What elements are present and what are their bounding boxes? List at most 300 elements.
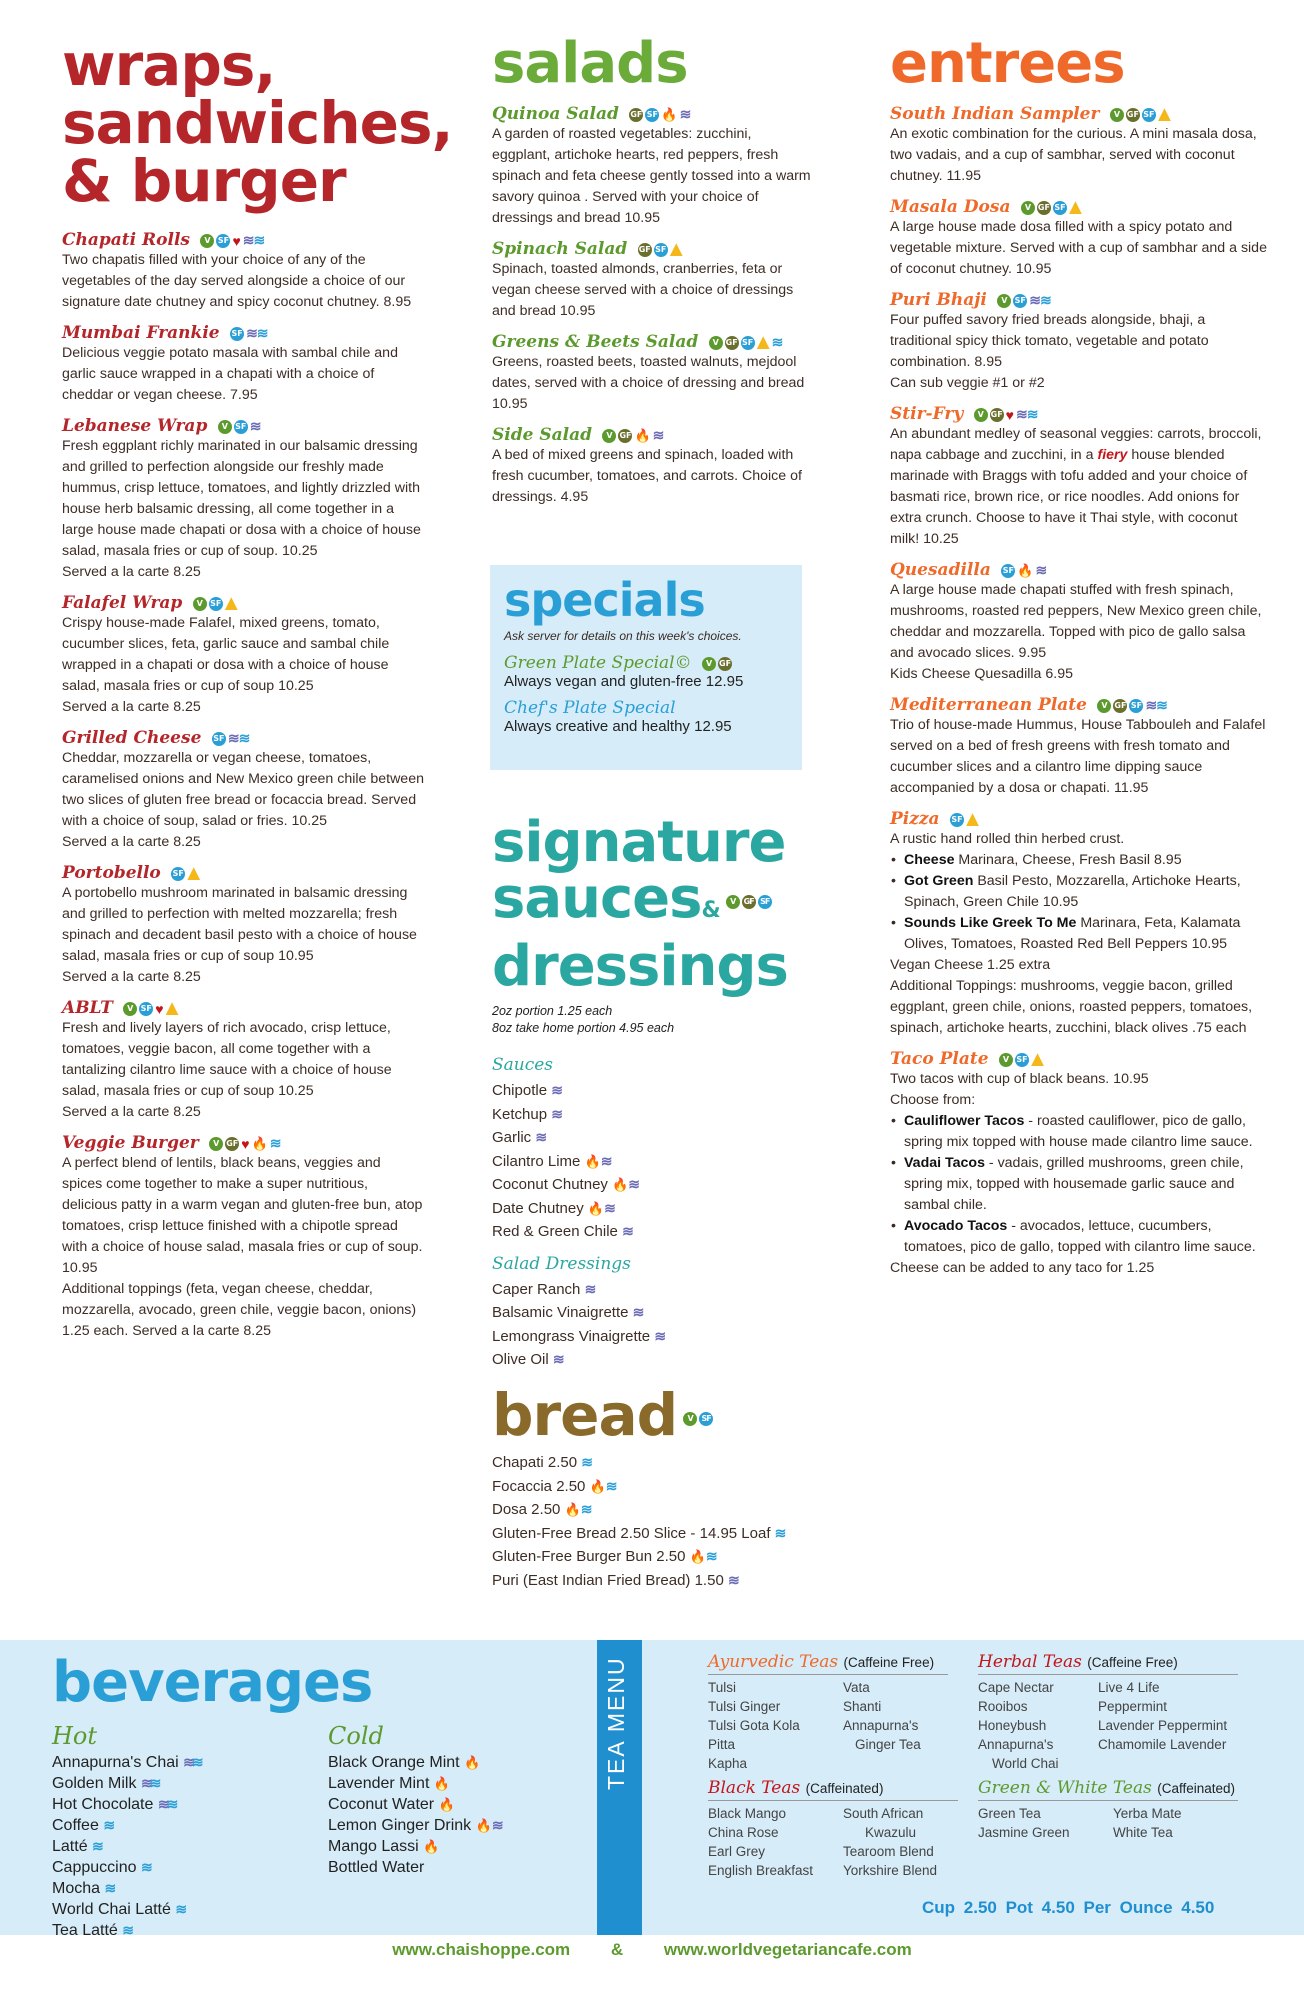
tea-item[interactable]: Cape Nectar <box>978 1680 1054 1695</box>
ayurvedic-teas <box>708 1652 948 1773</box>
soy-free-icon: SF <box>950 813 964 827</box>
drink-item[interactable] <box>328 1752 501 1773</box>
tea-item[interactable]: Annapurna's <box>843 1718 919 1733</box>
ayurvedic-icon: ≋ <box>1145 697 1155 714</box>
gluten-free-icon: GF <box>990 408 1004 422</box>
item-name: Grilled Cheese <box>62 728 202 748</box>
spicy-icon: 🔥 <box>475 1818 492 1833</box>
item-extra: Choose from: <box>890 1092 976 1108</box>
item-name: Stir-Fry <box>890 404 964 424</box>
diet-icons <box>209 1135 278 1152</box>
item-description: A perfect blend of lentils, black beans, veggies and spices come together to make a super nutritious, delicious patty in a warm vegan and gluten-free bun, atop tomatoes, crisp lettuce finished with a chipotle spread with a choice of house salad, masala fries or cup of soup. 10.95 <box>62 1155 423 1276</box>
item-name: Side Salad <box>492 425 593 445</box>
list-item-label: Puri (East Indian Fried Bread) 1.50 <box>492 1571 724 1589</box>
wave-icon: ≋ <box>580 1501 590 1517</box>
heart-icon: ♥ <box>1005 406 1014 423</box>
taco-option[interactable] <box>904 1153 1270 1216</box>
menu-item-lebanese-wrap[interactable] <box>62 416 424 583</box>
tea-item[interactable]: Rooibos <box>978 1699 1028 1714</box>
dressings-subheading: Salad Dressings <box>492 1253 631 1274</box>
tea-item[interactable]: Peppermint <box>1098 1699 1168 1714</box>
ayurvedic-icon: ≋ <box>1035 562 1045 579</box>
spicy-icon: 🔥 <box>464 1755 481 1770</box>
menu-item-portobello[interactable] <box>62 863 424 988</box>
tea-item[interactable]: Earl Grey <box>708 1844 766 1859</box>
list-item[interactable] <box>492 1475 832 1499</box>
ayurvedic-icon: ≋ <box>654 1327 664 1344</box>
wave-icon: ≋ <box>771 334 781 351</box>
item-extra: Served a la carte 8.25 <box>62 834 201 850</box>
menu-item-taco-plate[interactable] <box>890 1049 1270 1279</box>
tea-item <box>843 1754 963 1773</box>
nut-icon <box>757 336 770 349</box>
nut-icon <box>966 813 979 826</box>
item-description: Four puffed savory fried breads alongside, bhaji, a traditional spicy thick tomato, vegetable and potato combination. 8.95 <box>890 312 1209 370</box>
soy-free-icon: SF <box>1013 294 1027 308</box>
drink-label: World Chai Latté <box>52 1901 171 1918</box>
tea-item[interactable]: Honeybush <box>978 1718 1047 1733</box>
option-name: Vadai Tacos <box>904 1155 985 1171</box>
drink-label: Latté <box>52 1838 88 1855</box>
gluten-free-icon: GF <box>725 336 739 350</box>
item-description: An exotic combination for the curious. A mini masala dosa, two vadais, and a cup of sambhar, served with coconut chutney. 11.95 <box>890 126 1257 184</box>
sauces-title-line1: signature <box>492 810 786 875</box>
gluten-free-icon: GF <box>1126 108 1140 122</box>
nut-icon <box>1069 201 1082 214</box>
item-description <box>890 424 1270 550</box>
menu-item-grilled-cheese[interactable] <box>62 728 424 853</box>
spicy-icon: 🔥 <box>634 427 651 443</box>
drink-label: Coconut Water <box>328 1796 435 1813</box>
vegan-icon: V <box>200 234 214 248</box>
specials-title: specials <box>504 573 705 627</box>
menu-item-side-salad[interactable] <box>492 425 812 508</box>
item-extra: Served a la carte 8.25 <box>62 1104 201 1120</box>
list-item-label: Gluten-Free Bread 2.50 Slice - 14.95 Loaf <box>492 1524 771 1542</box>
soy-free-icon: SF <box>1015 1053 1029 1067</box>
menu-item-spinach-salad[interactable] <box>492 239 812 322</box>
menu-item-greens-beets-salad[interactable] <box>492 332 812 415</box>
menu-item-pizza[interactable] <box>890 809 1270 1039</box>
drink-item[interactable] <box>328 1794 501 1815</box>
tea-item[interactable]: Kapha <box>708 1756 748 1771</box>
list-item-label: Balsamic Vinaigrette <box>492 1304 629 1321</box>
drink-item[interactable] <box>52 1794 201 1815</box>
pizza-option[interactable] <box>904 913 1270 955</box>
ayurvedic-icon: ≋ <box>1029 292 1039 309</box>
tea-item[interactable]: Vata <box>843 1680 870 1695</box>
menu-item-mediterranean-plate[interactable] <box>890 695 1270 799</box>
nut-icon <box>225 597 238 610</box>
ayurvedic-icon: ≋ <box>652 427 662 444</box>
item-name: Lebanese Wrap <box>62 416 208 436</box>
tea-item[interactable]: Pitta <box>708 1737 736 1752</box>
taco-option[interactable] <box>904 1216 1270 1258</box>
diet-icons <box>123 1002 178 1016</box>
drink-label: Coffee <box>52 1817 99 1834</box>
item-name: Greens & Beets Salad <box>492 332 699 352</box>
vegan-icon: V <box>1097 699 1111 713</box>
item-extra: Served a la carte 8.25 <box>62 699 201 715</box>
list-item[interactable] <box>492 1278 822 1302</box>
wave-icon: ≋ <box>149 1775 159 1791</box>
stir-desc-b: house blended marinade with Braggs with tofu added and your choice of basmati rice, brown rice, or rice noodles. Add onions for extra crunch. Choose to have it Thai style, with coconut milk! 10.25 <box>890 447 1248 547</box>
item-description: Greens, roasted beets, toasted walnuts, mejdool dates, served with a choice of dressing and bread 10.95 <box>492 354 805 412</box>
black-heading <box>708 1778 958 1801</box>
option-detail: Basil Pesto, Mozzarella, Artichoke Hearts, Spinach, Green Chile 10.95 <box>904 873 1241 910</box>
footer-ampersand: & <box>610 1940 624 1959</box>
list-item[interactable] <box>492 1150 822 1174</box>
ayurvedic-icon: ≋ <box>584 1280 594 1297</box>
beverages-section <box>0 1640 1304 1939</box>
list-item-label: Lemongrass Vinaigrette <box>492 1327 651 1345</box>
menu-item-quesadilla[interactable] <box>890 560 1270 685</box>
tea-grid <box>978 1804 1238 1842</box>
soy-free-icon: SF <box>230 327 244 341</box>
vegan-icon: V <box>726 895 740 909</box>
cold-heading: Cold <box>328 1722 384 1750</box>
spicy-icon: 🔥 <box>564 1502 581 1517</box>
soy-free-icon: SF <box>741 336 755 350</box>
option-detail: Marinara, Cheese, Fresh Basil 8.95 <box>954 852 1182 868</box>
vegan-icon: V <box>974 408 988 422</box>
list-item-label: Gluten-Free Burger Bun 2.50 <box>492 1548 686 1565</box>
ayurvedic-icon: ≋ <box>727 1571 737 1588</box>
tea-heading-text: Ayurvedic Teas <box>708 1652 839 1672</box>
option-detail: Marinara, Feta, Kalamata Olives, Tomatoes, Roasted Red Bell Peppers 10.95 <box>904 915 1241 952</box>
menu-item-puri-bhaji[interactable] <box>890 290 1270 394</box>
tea-heading-sub: (Caffeinated) <box>1157 1781 1236 1796</box>
item-description: Cheddar, mozzarella or vegan cheese, tomatoes, caramelised onions and New Mexico green chile between two slices of gluten free bread or focaccia bread. Served with a choice of soup, salad or fries. 10.25 <box>62 750 424 829</box>
item-description: Crispy house-made Falafel, mixed greens, tomato, cucumber slices, feta, garlic sauce and sambal chile wrapped in a chapati or dosa with a choice of house salad, masala fries or cup of soup 10.25 <box>62 615 390 694</box>
salads-title: salads <box>492 31 688 96</box>
list-item-label: Ketchup <box>492 1105 548 1123</box>
soy-free-icon: SF <box>1001 564 1015 578</box>
wraps-title-line3: & burger <box>62 147 346 215</box>
option-name: Avocado Tacos <box>904 1218 1008 1234</box>
drink-item[interactable] <box>52 1815 201 1836</box>
soy-free-icon: SF <box>654 243 668 257</box>
wave-icon: ≋ <box>581 1454 590 1470</box>
wave-icon: ≋ <box>1156 697 1165 714</box>
tea-item[interactable]: Tearoom Blend <box>843 1844 934 1859</box>
list-item[interactable] <box>492 1103 822 1127</box>
gluten-free-icon: GF <box>618 429 632 443</box>
pizza-option[interactable] <box>904 850 1270 871</box>
drink-item[interactable] <box>52 1878 201 1899</box>
tea-item[interactable]: Yorkshire Blend <box>843 1863 938 1878</box>
dressings-list <box>492 1278 822 1372</box>
tea-item <box>1098 1754 1238 1773</box>
list-item-label: Garlic <box>492 1129 532 1146</box>
wraps-title-line1: wraps, <box>62 31 276 99</box>
tea-item[interactable]: Live 4 Life <box>1098 1680 1160 1695</box>
list-item[interactable] <box>492 1126 822 1150</box>
nut-icon <box>1158 108 1171 121</box>
drink-label: Golden Milk <box>52 1775 137 1792</box>
wave-icon: ≋ <box>256 325 266 342</box>
gluten-free-icon: GF <box>1113 699 1127 713</box>
item-description: A large house made chapati stuffed with fresh spinach, mushrooms, roasted red peppers, New Mexico green chile, cheddar and mozzarella. Topped with pico de gallo salsa and avocado slices. 9.95 <box>890 582 1262 661</box>
specials-box <box>490 565 802 770</box>
item-name: Quinoa Salad <box>492 104 619 124</box>
wave-icon: ≋ <box>269 1135 279 1152</box>
tea-item[interactable]: Black Mango <box>708 1806 787 1821</box>
drink-label: Black Orange Mint <box>328 1754 460 1771</box>
item-extra: Vegan Cheese 1.25 extra <box>890 957 1051 973</box>
herbal-teas <box>978 1652 1238 1773</box>
wave-icon: ≋ <box>774 1524 784 1541</box>
tea-item[interactable]: English Breakfast <box>708 1863 814 1878</box>
spicy-icon: 🔥 <box>661 106 678 122</box>
nut-icon <box>166 1002 179 1015</box>
spicy-icon: 🔥 <box>589 1478 606 1494</box>
nut-icon <box>1031 1053 1044 1066</box>
soy-free-icon: SF <box>1053 201 1067 215</box>
item-name: Falafel Wrap <box>62 593 183 613</box>
chefs-plate-special[interactable] <box>504 698 788 735</box>
beverages-title: beverages <box>52 1650 373 1715</box>
list-item-label: Cilantro Lime <box>492 1152 581 1170</box>
entrees-title: entrees <box>890 31 1125 96</box>
chaishoppe-link[interactable]: www.chaishoppe.com <box>392 1940 571 1959</box>
list-item[interactable] <box>492 1173 822 1197</box>
ayurvedic-icon: ≋ <box>551 1082 560 1098</box>
item-name: Masala Dosa <box>890 197 1011 217</box>
sauces-list <box>492 1079 822 1244</box>
tea-item[interactable]: Chamomile Lavender <box>1098 1737 1227 1752</box>
tea-item[interactable]: Kwazulu <box>865 1825 917 1840</box>
ayurvedic-icon: ≋ <box>551 1105 560 1122</box>
item-name: Quesadilla <box>890 560 991 580</box>
diet-icons <box>193 597 238 611</box>
drink-item[interactable] <box>52 1920 201 1941</box>
drink-item[interactable] <box>328 1857 501 1878</box>
drink-item[interactable] <box>328 1773 501 1794</box>
list-item[interactable] <box>492 1197 822 1221</box>
tea-item[interactable]: Tulsi Gota Kola <box>708 1718 800 1733</box>
gluten-free-icon: GF <box>225 1137 239 1151</box>
drink-item[interactable] <box>52 1899 201 1920</box>
ayurvedic-icon: ≋ <box>679 106 689 123</box>
diet-icons <box>200 232 262 249</box>
tea-item[interactable]: World Chai <box>992 1756 1059 1771</box>
tea-grid <box>978 1678 1238 1773</box>
item-name: Taco Plate <box>890 1049 989 1069</box>
ayurvedic-icon: ≋ <box>242 232 252 249</box>
menu-item-stir-fry[interactable] <box>890 404 1270 550</box>
option-name: Sounds Like Greek To Me <box>904 915 1077 931</box>
item-description: Two tacos with cup of black beans. 10.95 <box>890 1071 1149 1087</box>
list-item-label: Focaccia 2.50 <box>492 1477 586 1495</box>
tea-item[interactable]: China Rose <box>708 1825 779 1840</box>
tea-item[interactable]: Tulsi <box>708 1680 737 1695</box>
menu-item-masala-dosa[interactable] <box>890 197 1270 280</box>
list-item[interactable] <box>492 1325 822 1349</box>
stir-desc-a: An abundant medley of seasonal veggies: carrots, broccoli, napa cabbage and zucchini, in a <box>890 426 1262 463</box>
wave-icon: ≋ <box>104 1880 114 1896</box>
herbal-heading <box>978 1652 1238 1675</box>
list-item-label: Caper Ranch <box>492 1280 581 1298</box>
bread-title-text: bread <box>492 1381 678 1449</box>
item-description: A garden of roasted vegetables: zucchini, eggplant, artichoke hearts, red peppers, fresh spinach and feta cheese gently tossed into a warm savory quinoa . Served with your choice of dressings and bread 10.95 <box>492 126 811 226</box>
menu-item-chapati-rolls[interactable] <box>62 230 424 313</box>
nut-icon <box>187 867 200 880</box>
sauces-title-line2: sauces <box>492 866 702 931</box>
spicy-icon: 🔥 <box>584 1153 601 1169</box>
ayurvedic-icon: ≋ <box>227 730 237 747</box>
list-item[interactable] <box>492 1079 822 1103</box>
wave-icon: ≋ <box>140 1859 150 1875</box>
ayurvedic-icon: ≋ <box>622 1223 631 1239</box>
vegan-icon: V <box>999 1053 1013 1067</box>
nut-icon <box>670 243 683 256</box>
special-name: Green Plate Special© <box>504 653 692 673</box>
tea-item[interactable]: Tulsi Ginger <box>708 1699 781 1714</box>
diet-icons <box>212 730 247 747</box>
list-item[interactable] <box>492 1220 822 1244</box>
wave-icon: ≋ <box>605 1477 615 1494</box>
ayurvedic-icon: ≋ <box>140 1775 150 1791</box>
soy-free-icon: SF <box>216 234 230 248</box>
list-item[interactable] <box>492 1498 832 1522</box>
soy-free-icon: SF <box>1129 699 1143 713</box>
list-item-label: Dosa 2.50 <box>492 1501 561 1518</box>
gluten-free-icon: GF <box>718 657 732 671</box>
diet-icons <box>1001 562 1044 579</box>
spicy-icon: 🔥 <box>251 1135 268 1151</box>
tea-item[interactable]: Annapurna's <box>978 1737 1054 1752</box>
vegan-icon: V <box>123 1002 137 1016</box>
drink-label: Bottled Water <box>328 1859 425 1876</box>
hot-heading: Hot <box>52 1722 98 1750</box>
green-plate-special[interactable] <box>504 653 788 690</box>
wave-icon: ≋ <box>238 730 248 747</box>
menu-item-veggie-burger[interactable] <box>62 1133 424 1342</box>
list-item[interactable] <box>492 1569 832 1593</box>
diet-icons <box>602 427 661 444</box>
drink-item[interactable] <box>328 1815 501 1836</box>
tea-item[interactable]: Lavender Peppermint <box>1098 1718 1228 1733</box>
list-item[interactable] <box>492 1451 832 1475</box>
signature-sauces-section <box>492 810 822 1372</box>
specials-note: Ask server for details on this week's choices. <box>504 629 742 643</box>
item-name: South Indian Sampler <box>890 104 1100 124</box>
tea-grid <box>708 1804 958 1880</box>
taco-option[interactable] <box>904 1111 1270 1153</box>
gluten-free-icon: GF <box>742 895 756 909</box>
list-item-label: Olive Oil <box>492 1351 549 1368</box>
wraps-title-line2: sandwiches, <box>62 89 453 157</box>
tea-item[interactable]: South African <box>843 1806 924 1821</box>
green-white-heading <box>978 1778 1238 1801</box>
drink-label: Lemon Ginger Drink <box>328 1817 472 1834</box>
item-name: Veggie Burger <box>62 1133 199 1153</box>
soy-free-icon: SF <box>212 732 226 746</box>
soy-free-icon: SF <box>645 108 659 122</box>
wave-icon: ≋ <box>1040 292 1049 309</box>
drink-label: Cappuccino <box>52 1859 137 1876</box>
tea-heading-text: Green & White Teas <box>978 1778 1152 1798</box>
item-description: Fresh eggplant richly marinated in our balsamic dressing and grilled to perfection alongside our freshly made hummus, crisp lettuce, tomatoes, and lightly drizzled with house herb balsamic dressing, all come together in a large house made chapati or dosa with a choice of house salad, masala fries or cup of soup. 10.25 <box>62 438 421 559</box>
heart-icon: ♥ <box>155 1000 164 1017</box>
green-white-teas <box>978 1778 1238 1842</box>
tea-item[interactable]: Ginger Tea <box>855 1737 921 1752</box>
ayurvedic-icon: ≋ <box>249 418 259 435</box>
diet-icons <box>683 1412 713 1426</box>
option-name: Cheese <box>904 852 955 868</box>
diet-icons <box>997 292 1048 309</box>
wave-icon: ≋ <box>92 1838 101 1854</box>
drink-item[interactable] <box>52 1773 201 1794</box>
wave-icon: ≋ <box>122 1922 132 1938</box>
drink-label: Tea Latté <box>52 1922 118 1939</box>
menu-item-falafel-wrap[interactable] <box>62 593 424 718</box>
list-item[interactable] <box>492 1545 832 1569</box>
list-item[interactable] <box>492 1301 822 1325</box>
item-description: A portobello mushroom marinated in balsamic dressing and grilled to perfection with melted mozzarella; fresh spinach and decadent basil pesto with a choice of house salad, masala fries or cup of soup 10.95 <box>62 885 417 964</box>
drink-item[interactable] <box>52 1752 201 1773</box>
menu-item-ablt[interactable] <box>62 998 424 1123</box>
gluten-free-icon: GF <box>638 243 652 257</box>
wave-icon: ≋ <box>253 232 263 249</box>
soy-free-icon: SF <box>699 1412 713 1426</box>
wave-icon: ≋ <box>191 1754 201 1770</box>
menu-item-mumbai-frankie[interactable] <box>62 323 424 406</box>
pizza-option[interactable] <box>904 871 1270 913</box>
vegan-icon: V <box>709 336 723 350</box>
tea-item[interactable]: Jasmine Green <box>978 1825 1070 1840</box>
tea-item[interactable]: Shanti <box>843 1699 882 1714</box>
item-extra: Can sub veggie #1 or #2 <box>890 375 1045 391</box>
menu-item-south-indian-sampler[interactable] <box>890 104 1270 187</box>
drink-label: Annapurna's Chai <box>52 1754 179 1771</box>
special-description: Always creative and healthy 12.95 <box>504 718 732 735</box>
drink-label: Lavender Mint <box>328 1775 430 1792</box>
drink-item[interactable] <box>52 1836 201 1857</box>
drink-item[interactable] <box>52 1857 201 1878</box>
diet-icons <box>974 406 1036 423</box>
drink-item[interactable] <box>328 1836 501 1857</box>
list-item[interactable] <box>492 1522 832 1546</box>
ayurvedic-icon: ≋ <box>491 1817 501 1833</box>
item-name: Pizza <box>890 809 940 829</box>
ayurvedic-icon: ≋ <box>552 1351 562 1367</box>
option-name: Got Green <box>904 873 974 889</box>
portion-large: 8oz take home portion 4.95 each <box>492 1021 675 1035</box>
cold-drinks <box>328 1722 501 1878</box>
list-item[interactable] <box>492 1348 822 1372</box>
sauces-title-line2-wrap <box>492 866 822 939</box>
item-name: Chapati Rolls <box>62 230 190 250</box>
diet-icons <box>638 243 683 257</box>
diet-icons <box>230 325 265 342</box>
ayurvedic-icon: ≋ <box>157 1796 167 1812</box>
drink-label: Hot Chocolate <box>52 1796 154 1813</box>
list-item-label: Red & Green Chile <box>492 1223 618 1240</box>
diet-icons <box>950 813 979 827</box>
menu-item-quinoa-salad[interactable] <box>492 104 812 229</box>
item-description: Trio of house-made Hummus, House Tabbouleh and Falafel served on a bed of fresh greens with fresh tomato and cucumber slices and a cilantro lime dipping sauce accompanied by a dosa or chapati. 11.95 <box>890 717 1266 796</box>
list-item-label: Chapati 2.50 <box>492 1454 578 1471</box>
tea-item[interactable]: White Tea <box>1113 1825 1173 1840</box>
tea-item[interactable]: Green Tea <box>978 1806 1041 1821</box>
diet-icons <box>218 418 259 435</box>
item-name: Puri Bhaji <box>890 290 987 310</box>
worldvegetariancafe-link[interactable]: www.worldvegetariancafe.com <box>663 1940 912 1959</box>
vegan-icon: V <box>702 657 716 671</box>
tea-item[interactable]: Yerba Mate <box>1113 1806 1182 1821</box>
